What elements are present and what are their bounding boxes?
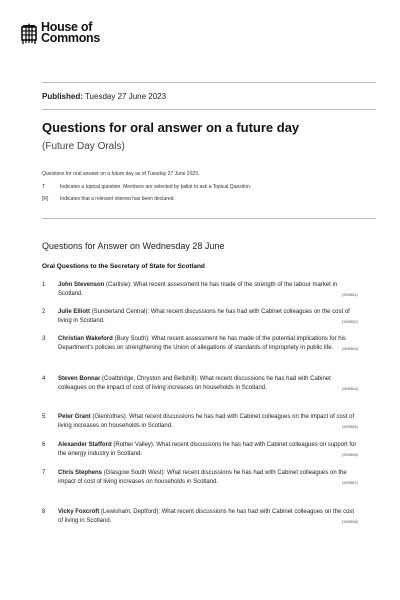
question-reference: (905587)	[341, 480, 358, 485]
question-text: What recent discussions he has had with Cabinet colleagues on the cost of living in Scotland.	[58, 309, 350, 324]
constituency: (Coatbridge, Chryston and Bellshill):	[102, 376, 199, 382]
member-name: Christian Wakeford	[58, 336, 113, 342]
question-text: What recent discussions he has had with Cabinet colleagues on support for the energy industry in Scotland.	[58, 442, 357, 457]
member-name: Steven Bonnar	[58, 376, 101, 382]
legend-interest	[42, 196, 175, 202]
member-name: Alexander Stafford	[58, 442, 112, 448]
question-reference: (905585)	[341, 424, 358, 429]
question-text: What recent assessment he has made of the strength of the labour market in Scotland.	[58, 282, 338, 297]
question-text: What recent discussions he has had with Cabinet colleagues on the impact of cost of living increases on households in Scotland.	[58, 470, 347, 485]
legend-text: Indicates a topical question. Members are selected by ballot to ask a Topical Question.	[60, 184, 252, 190]
section-divider	[42, 218, 376, 219]
question-item	[42, 441, 358, 459]
header-divider	[42, 109, 376, 110]
constituency: (Bury South):	[114, 336, 150, 342]
question-reference: (905583)	[341, 346, 358, 351]
question-reference: (905582)	[341, 319, 358, 324]
question-number: 7	[42, 470, 46, 476]
question-item	[42, 469, 358, 487]
question-reference: (905581)	[341, 292, 358, 297]
question-number: 2	[42, 309, 46, 315]
constituency: (Glasgow South West):	[103, 470, 166, 476]
member-name: Peter Grant	[58, 414, 91, 420]
department-heading: Oral Questions to the Secretary of State for Scotland	[42, 263, 205, 270]
member-name: John Stevenson	[58, 282, 105, 288]
member-name: Julie Elliott	[58, 309, 91, 315]
constituency: (Glenrothes):	[92, 414, 128, 420]
house-of-commons-logo	[20, 22, 100, 46]
page-subtitle: (Future Day Orals)	[42, 141, 125, 152]
constituency: (Sunderland Central):	[91, 309, 150, 315]
top-divider	[42, 82, 376, 83]
legend-symbol: T	[42, 184, 46, 190]
question-number: 3	[42, 336, 46, 342]
question-text: What recent discussions he has had with Cabinet colleagues on the cost of living in Scotland.	[58, 509, 355, 524]
question-item	[42, 413, 358, 431]
section-title: Questions for Answer on Wednesday 28 June	[42, 241, 225, 251]
constituency: (Carlisle):	[106, 282, 132, 288]
question-item	[42, 375, 358, 393]
question-number: 8	[42, 509, 46, 515]
published-date: Tuesday 27 June 2023	[84, 92, 167, 101]
question-item	[42, 308, 358, 326]
question-reference: (905584)	[341, 386, 358, 391]
intro-text: Questions for oral answer on a future day as of Tuesday 27 June 2023.	[42, 171, 200, 177]
question-item	[42, 508, 358, 526]
question-item	[42, 281, 358, 299]
legend-text: Indicates that a relevant interest has been declared.	[60, 196, 175, 202]
legend-topical	[42, 184, 251, 190]
question-number: 1	[42, 282, 46, 288]
portcullis-icon	[20, 22, 38, 46]
question-reference: (905588)	[341, 519, 358, 524]
legend-symbol: [R]	[42, 196, 49, 202]
published-line	[42, 92, 166, 101]
published-label: Published:	[42, 92, 83, 101]
question-number: 6	[42, 442, 46, 448]
logo-line-1: House of	[41, 20, 93, 34]
logo-line-2: Commons	[41, 30, 101, 45]
question-number: 5	[42, 414, 46, 420]
question-reference: (905586)	[341, 452, 358, 457]
question-text: What recent assessment he has made of the potential implications for his Department's policies on strengthening the Union of allegations of standards of impropriety in public life.	[58, 336, 346, 351]
page-title: Questions for oral answer on a future day	[42, 120, 300, 135]
constituency: (Rother Valley):	[113, 442, 155, 448]
constituency: (Lewisham, Deptford):	[100, 509, 160, 515]
member-name: Chris Stephens	[58, 470, 103, 476]
member-name: Vicky Foxcroft	[58, 509, 100, 515]
question-text: What recent discussions he has had with Cabinet colleagues on the impact of cost of living increases on households in Scotland.	[58, 414, 355, 429]
question-item	[42, 335, 358, 353]
question-text: What recent discussions he has had with Cabinet colleagues on the impact of cost of living increases on households in Scotland.	[58, 376, 331, 391]
question-number: 4	[42, 376, 46, 382]
